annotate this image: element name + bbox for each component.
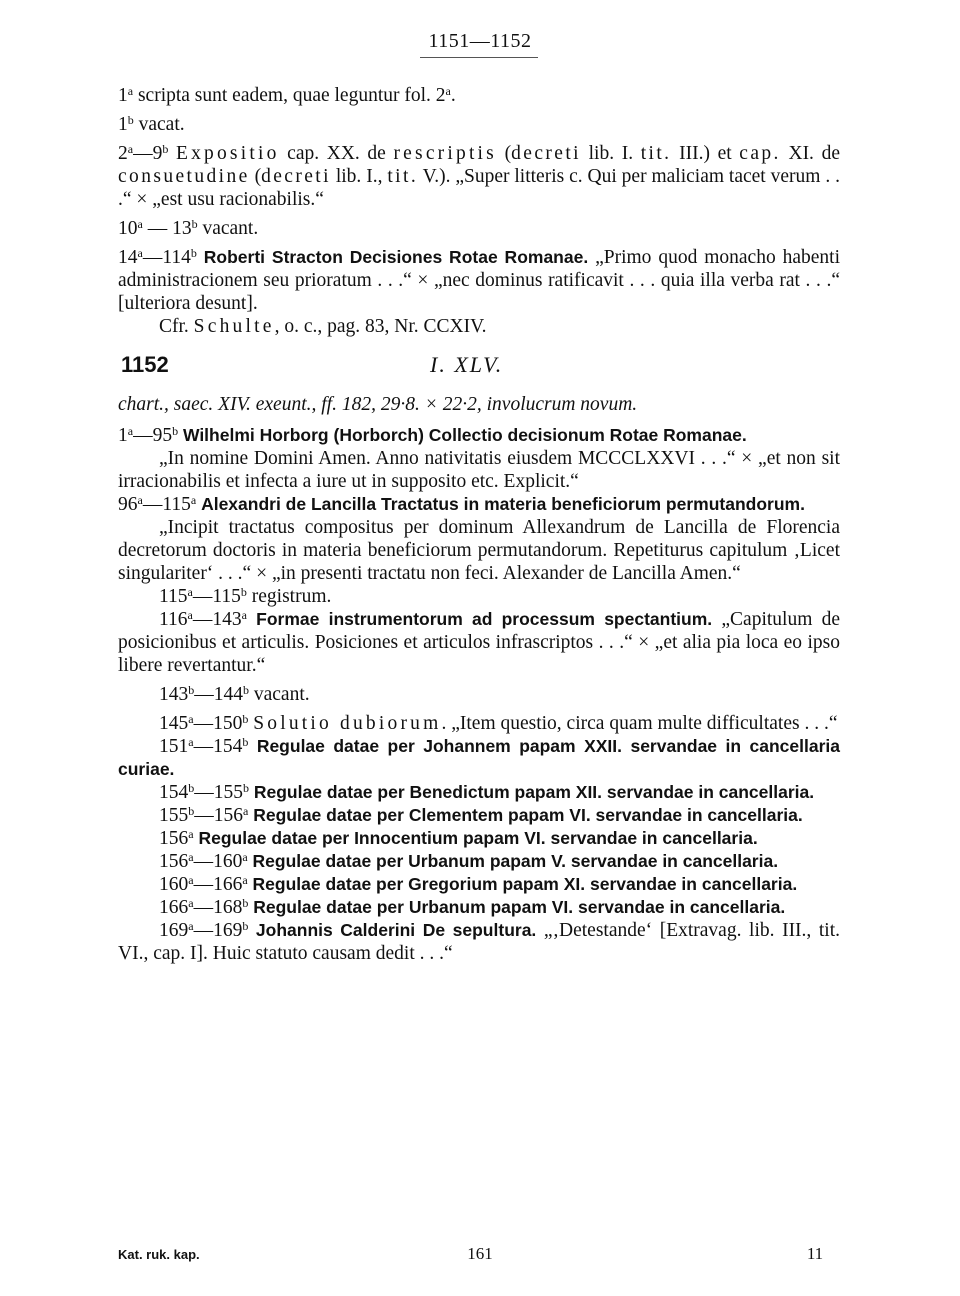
reference-line: Cfr. Schulte, o. c., pag. 83, Nr. CCXIV. bbox=[159, 316, 487, 337]
item-lancilla-quote: „Incipit tractatus compositus per dominum Allexandrum de Lancilla de Florencia decretorum doctoris in materia beneficiorum permutandorum. Repetiturus capitulum ‚Licet singulariter‘ . . .“ × „in presenti tractatu non feci. Alexander de Lancilla Amen.“ bbox=[118, 517, 840, 584]
folio-line-1: 1$^a$ scripta sunt eadem, quae leguntur fol. 2$^a$. bbox=[118, 84, 456, 106]
item-vacant: 143$^b$—144$^b$ vacant. bbox=[159, 683, 310, 705]
item-formae: 116$^a$—143$^a$ Formae instrumentorum ad processum spectantium. „Capitulum de posicionibus et articulis. Posiciones et articulos infrascriptos . . .“ × „et alia pia loca eo ipso libere revertantur.“ bbox=[118, 608, 840, 676]
folio-entry-expositio: 2$^a$—9$^b$ Expositio cap. XX. de rescriptis (decreti lib. I. tit. III.) et cap. XI. de consuetudine (decreti lib. I., tit. V.). „Super litteris c. Qui per maliciam tacet verum . . .“ × „est usu racionabilis.“ bbox=[118, 142, 840, 210]
item-regulae-johannes: 151$^a$—154$^b$ Regulae datae per Johannem papam XXII. servandae in cancellaria curiae. bbox=[118, 735, 840, 779]
entry-heading bbox=[118, 353, 840, 387]
running-head: 1151—1152 bbox=[428, 30, 532, 52]
footer-signature: Kat. ruk. kap. bbox=[118, 1247, 200, 1262]
running-head-rule bbox=[420, 57, 538, 58]
item-regulae-urbanus-v: 156$^a$—160$^a$ Regulae datae per Urbanum papam V. servandae in cancellaria. bbox=[159, 850, 779, 872]
item-horborg-quote: „In nomine Domini Amen. Anno nativitatis eiusdem MCCCLXXVI . . .“ × „et non sit irracionabilis et infecta a iure ut in supposito etc. Explicit.“ bbox=[118, 448, 840, 492]
entry-description: chart., saec. XIV. exeunt., ff. 182, 29·8. × 22·2, involucrum novum. bbox=[118, 394, 638, 415]
item-solutio: 145$^a$—150$^b$ Solutio dubiorum. „Item questio, circa quam multe difficultates . . .“ bbox=[159, 712, 838, 734]
item-calderini: 169$^a$—169$^b$ Johannis Calderini De sepultura. „‚Detestande‘ [Extravag. lib. III., tit. VI., cap. I]. Huic statuto causam dedit . . .“ bbox=[118, 919, 841, 964]
folio-entry-stracton: 14$^a$—114$^b$ Roberti Stracton Decisiones Rotae Romanae. „Primo quod monacho habenti administracionem seu prioratum . . .“ × „nec dominus ratificavit . . . quia illa verba rat . . .“ [ulteriora desunt]. bbox=[118, 246, 840, 314]
entry-number: 1152 bbox=[121, 352, 169, 377]
sheet-number: 11 bbox=[806, 1244, 824, 1263]
item-regulae-benedictus: 154$^b$—155$^b$ Regulae datae per Benedictum papam XII. servandae in cancellaria. bbox=[159, 781, 815, 803]
item-registrum: 115$^a$—115$^b$ registrum. bbox=[159, 585, 332, 607]
item-lancilla: 96$^a$—115$^a$ Alexandri de Lancilla Tractatus in materia beneficiorum permutandorum. bbox=[118, 493, 805, 515]
item-regulae-urbanus-vi: 166$^a$—168$^b$ Regulae datae per Urbanum papam VI. servandae in cancellaria. bbox=[159, 896, 786, 918]
item-regulae-clemens: 155$^b$—156$^a$ Regulae datae per Clementem papam VI. servandae in cancellaria. bbox=[159, 804, 803, 826]
item-regulae-gregorius: 160$^a$—166$^a$ Regulae datae per Gregorium papam XI. servandae in cancellaria. bbox=[159, 873, 798, 895]
item-regulae-innocentius: 156$^a$ Regulae datae per Innocentium papam VI. servandae in cancellaria. bbox=[159, 827, 758, 849]
item-horborg: 1$^a$—95$^b$ Wilhelmi Horborg (Horborch) Collectio decisionum Rotae Romanae. bbox=[118, 424, 747, 446]
entry-signature: I. XLV. bbox=[430, 352, 504, 377]
folio-line-vacant: 10$^a$ — 13$^b$ vacant. bbox=[118, 217, 259, 239]
page-number: 161 bbox=[467, 1244, 493, 1263]
catalog-text bbox=[118, 84, 840, 965]
folio-line-2: 1$^b$ vacat. bbox=[118, 113, 185, 135]
